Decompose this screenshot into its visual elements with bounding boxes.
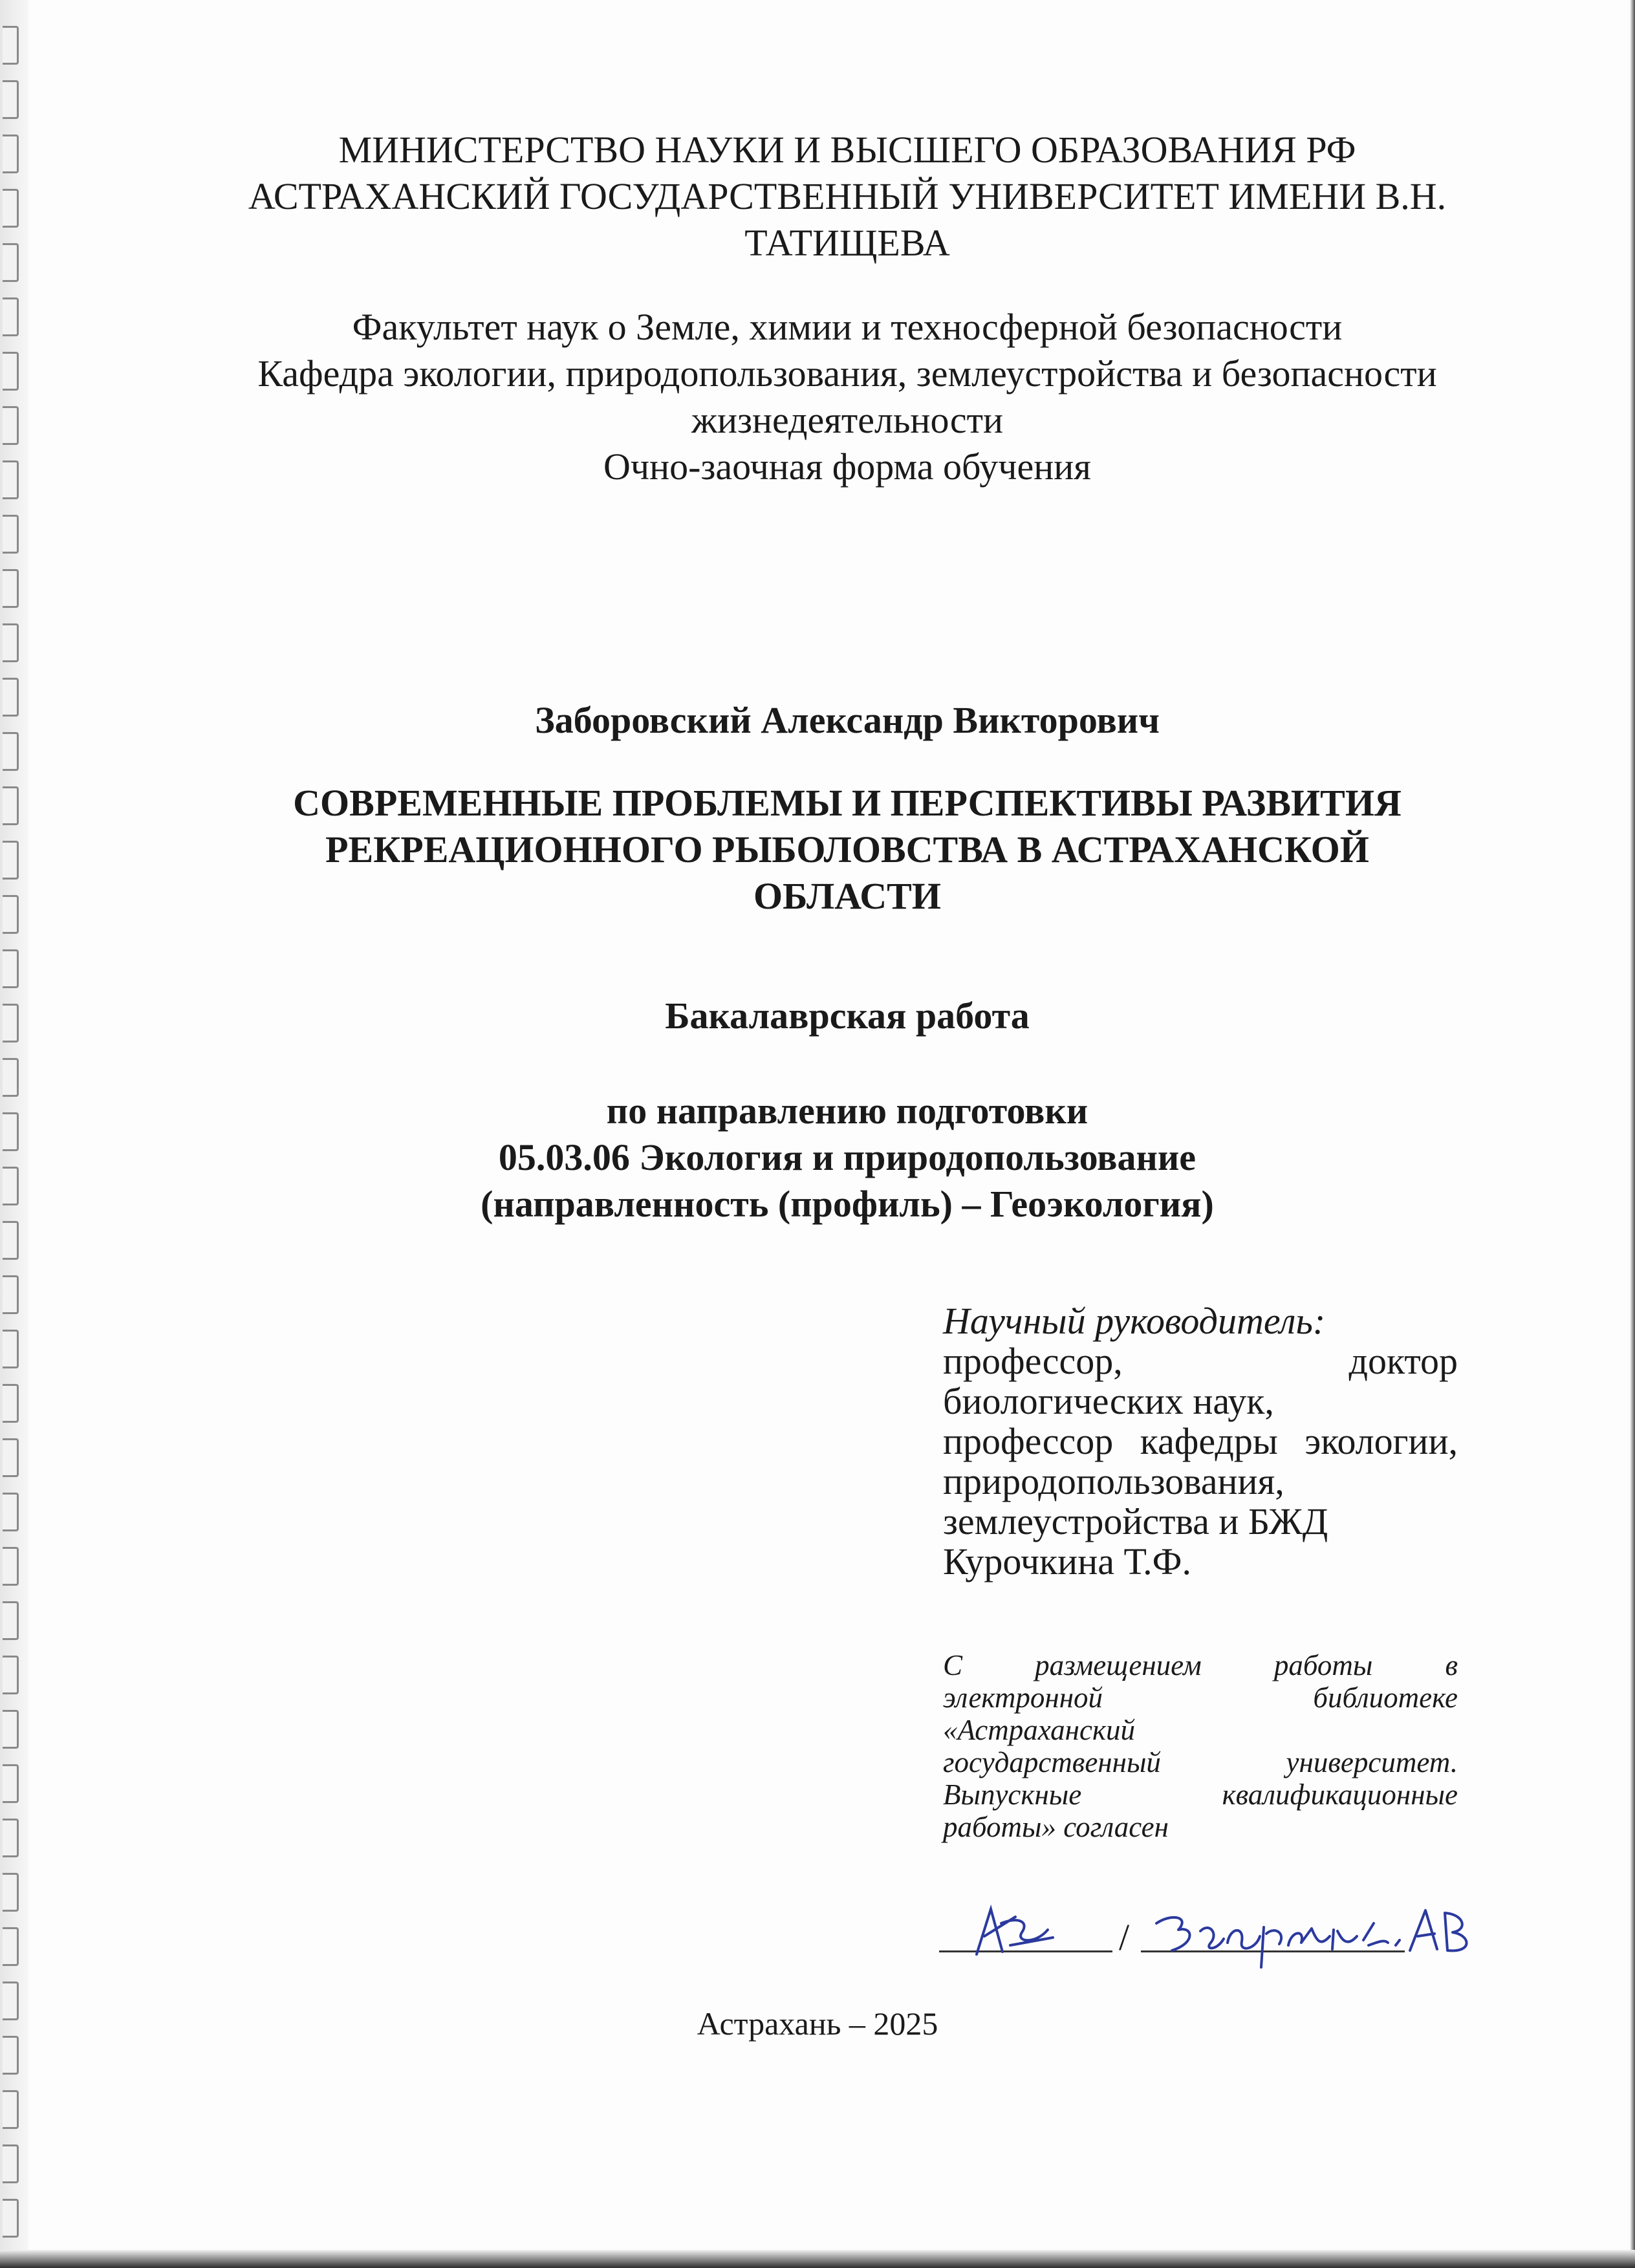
department-name-line2: жизнедеятельности: [691, 399, 1004, 441]
binding-ring: [3, 1058, 19, 1097]
binding-ring: [3, 80, 19, 119]
binding-ring: [3, 243, 19, 282]
binding-ring: [3, 1656, 19, 1694]
binding-ring: [3, 1819, 19, 1857]
page-bottom-edge: [0, 2250, 1635, 2268]
direction-line2: 05.03.06 Экология и природопользование: [498, 1136, 1196, 1178]
supervisor-line3: профессор кафедры экологии,: [943, 1420, 1458, 1462]
binding-ring: [3, 623, 19, 662]
handwritten-signature: [939, 1891, 1521, 1969]
page-right-edge: [1630, 0, 1635, 2268]
thesis-title-line3: ОБЛАСТИ: [753, 875, 941, 917]
supervisor-line2: биологических наук,: [943, 1380, 1274, 1422]
study-form: Очно-заочная форма обучения: [603, 446, 1091, 488]
consent-line5: Выпускные квалификационные: [943, 1778, 1458, 1811]
binding-ring: [3, 1167, 19, 1205]
binding-ring: [3, 26, 19, 65]
signature-row: [939, 1891, 1521, 1969]
binding-ring: [3, 1547, 19, 1586]
supervisor-line5: землеустройства и БЖД: [943, 1500, 1328, 1542]
binding-ring: [3, 732, 19, 771]
binding-ring: [3, 2199, 19, 2238]
department-name-line1: Кафедра экологии, природопользования, землеустройства и безопасности: [257, 352, 1437, 394]
header-block: [142, 127, 1552, 266]
binding-ring: [3, 1004, 19, 1042]
supervisor-line4: природопользования,: [943, 1460, 1284, 1502]
university-name-line1: АСТРАХАНСКИЙ ГОСУДАРСТВЕННЫЙ УНИВЕРСИТЕТ ИМЕНИ В.Н.: [248, 175, 1447, 217]
binding-ring: [3, 189, 19, 228]
binding-ring: [3, 1438, 19, 1477]
thesis-title-line2: РЕКРЕАЦИОННОГО РЫБОЛОВСТВА В АСТРАХАНСКОЙ: [325, 828, 1369, 870]
binding-ring: [3, 406, 19, 445]
binding-ring: [3, 569, 19, 608]
binding-ring: [3, 297, 19, 336]
binding-ring: [3, 786, 19, 825]
signature-separator: /: [1119, 1916, 1130, 1958]
binding-ring: [3, 135, 19, 173]
binding-ring: [3, 1764, 19, 1803]
binding-ring: [3, 1927, 19, 1966]
faculty-name: Факультет наук о Земле, химии и техносферной безопасности: [352, 306, 1343, 348]
binding-ring: [3, 460, 19, 499]
supervisor-heading: Научный руководитель:: [943, 1300, 1326, 1342]
author-name: Заборовский Александр Викторович: [535, 699, 1160, 741]
consent-line1: С размещением работы в: [943, 1649, 1458, 1681]
binding-ring: [3, 841, 19, 880]
work-type: Бакалаврская работа: [665, 995, 1030, 1037]
city-year: Астрахань – 2025: [697, 2005, 938, 2042]
binding-ring: [3, 1275, 19, 1314]
thesis-title: [142, 780, 1552, 920]
consent-line2: электронной библиотеке: [943, 1681, 1458, 1714]
thesis-title-line1: СОВРЕМЕННЫЕ ПРОБЛЕМЫ И ПЕРСПЕКТИВЫ РАЗВИТИЯ: [293, 782, 1402, 824]
consent-line4: государственный университет.: [943, 1746, 1458, 1778]
binding-ring: [3, 678, 19, 717]
binding-ring: [3, 1493, 19, 1531]
binding-ring: [3, 2090, 19, 2129]
binding-ring: [3, 1710, 19, 1749]
binding-ring: [3, 1601, 19, 1640]
binding-ring: [3, 352, 19, 391]
consent-block: [943, 1649, 1458, 1843]
direction-line1: по направлению подготовки: [606, 1090, 1088, 1132]
faculty-block: [142, 304, 1552, 490]
direction-block: [142, 1088, 1552, 1227]
direction-line3: (направленность (профиль) – Геоэкология): [481, 1183, 1214, 1225]
binding-ring: [3, 1384, 19, 1423]
binding-ring: [3, 1221, 19, 1260]
university-name-line2: ТАТИЩЕВА: [744, 222, 950, 264]
ministry-name: МИНИСТЕРСТВО НАУКИ И ВЫСШЕГО ОБРАЗОВАНИЯ РФ: [338, 129, 1356, 171]
consent-line6: работы» согласен: [943, 1811, 1169, 1843]
supervisor-line1: профессор, доктор: [943, 1340, 1458, 1382]
spiral-binding: [0, 0, 28, 2268]
binding-ring: [3, 1873, 19, 1912]
binding-ring: [3, 515, 19, 554]
consent-line3: «Астраханский: [943, 1714, 1136, 1746]
binding-ring: [3, 2144, 19, 2183]
binding-ring: [3, 949, 19, 988]
binding-ring: [3, 1330, 19, 1368]
supervisor-name: Курочкина Т.Ф.: [943, 1540, 1191, 1582]
supervisor-block: [943, 1301, 1458, 1582]
binding-ring: [3, 1112, 19, 1151]
binding-ring: [3, 895, 19, 934]
